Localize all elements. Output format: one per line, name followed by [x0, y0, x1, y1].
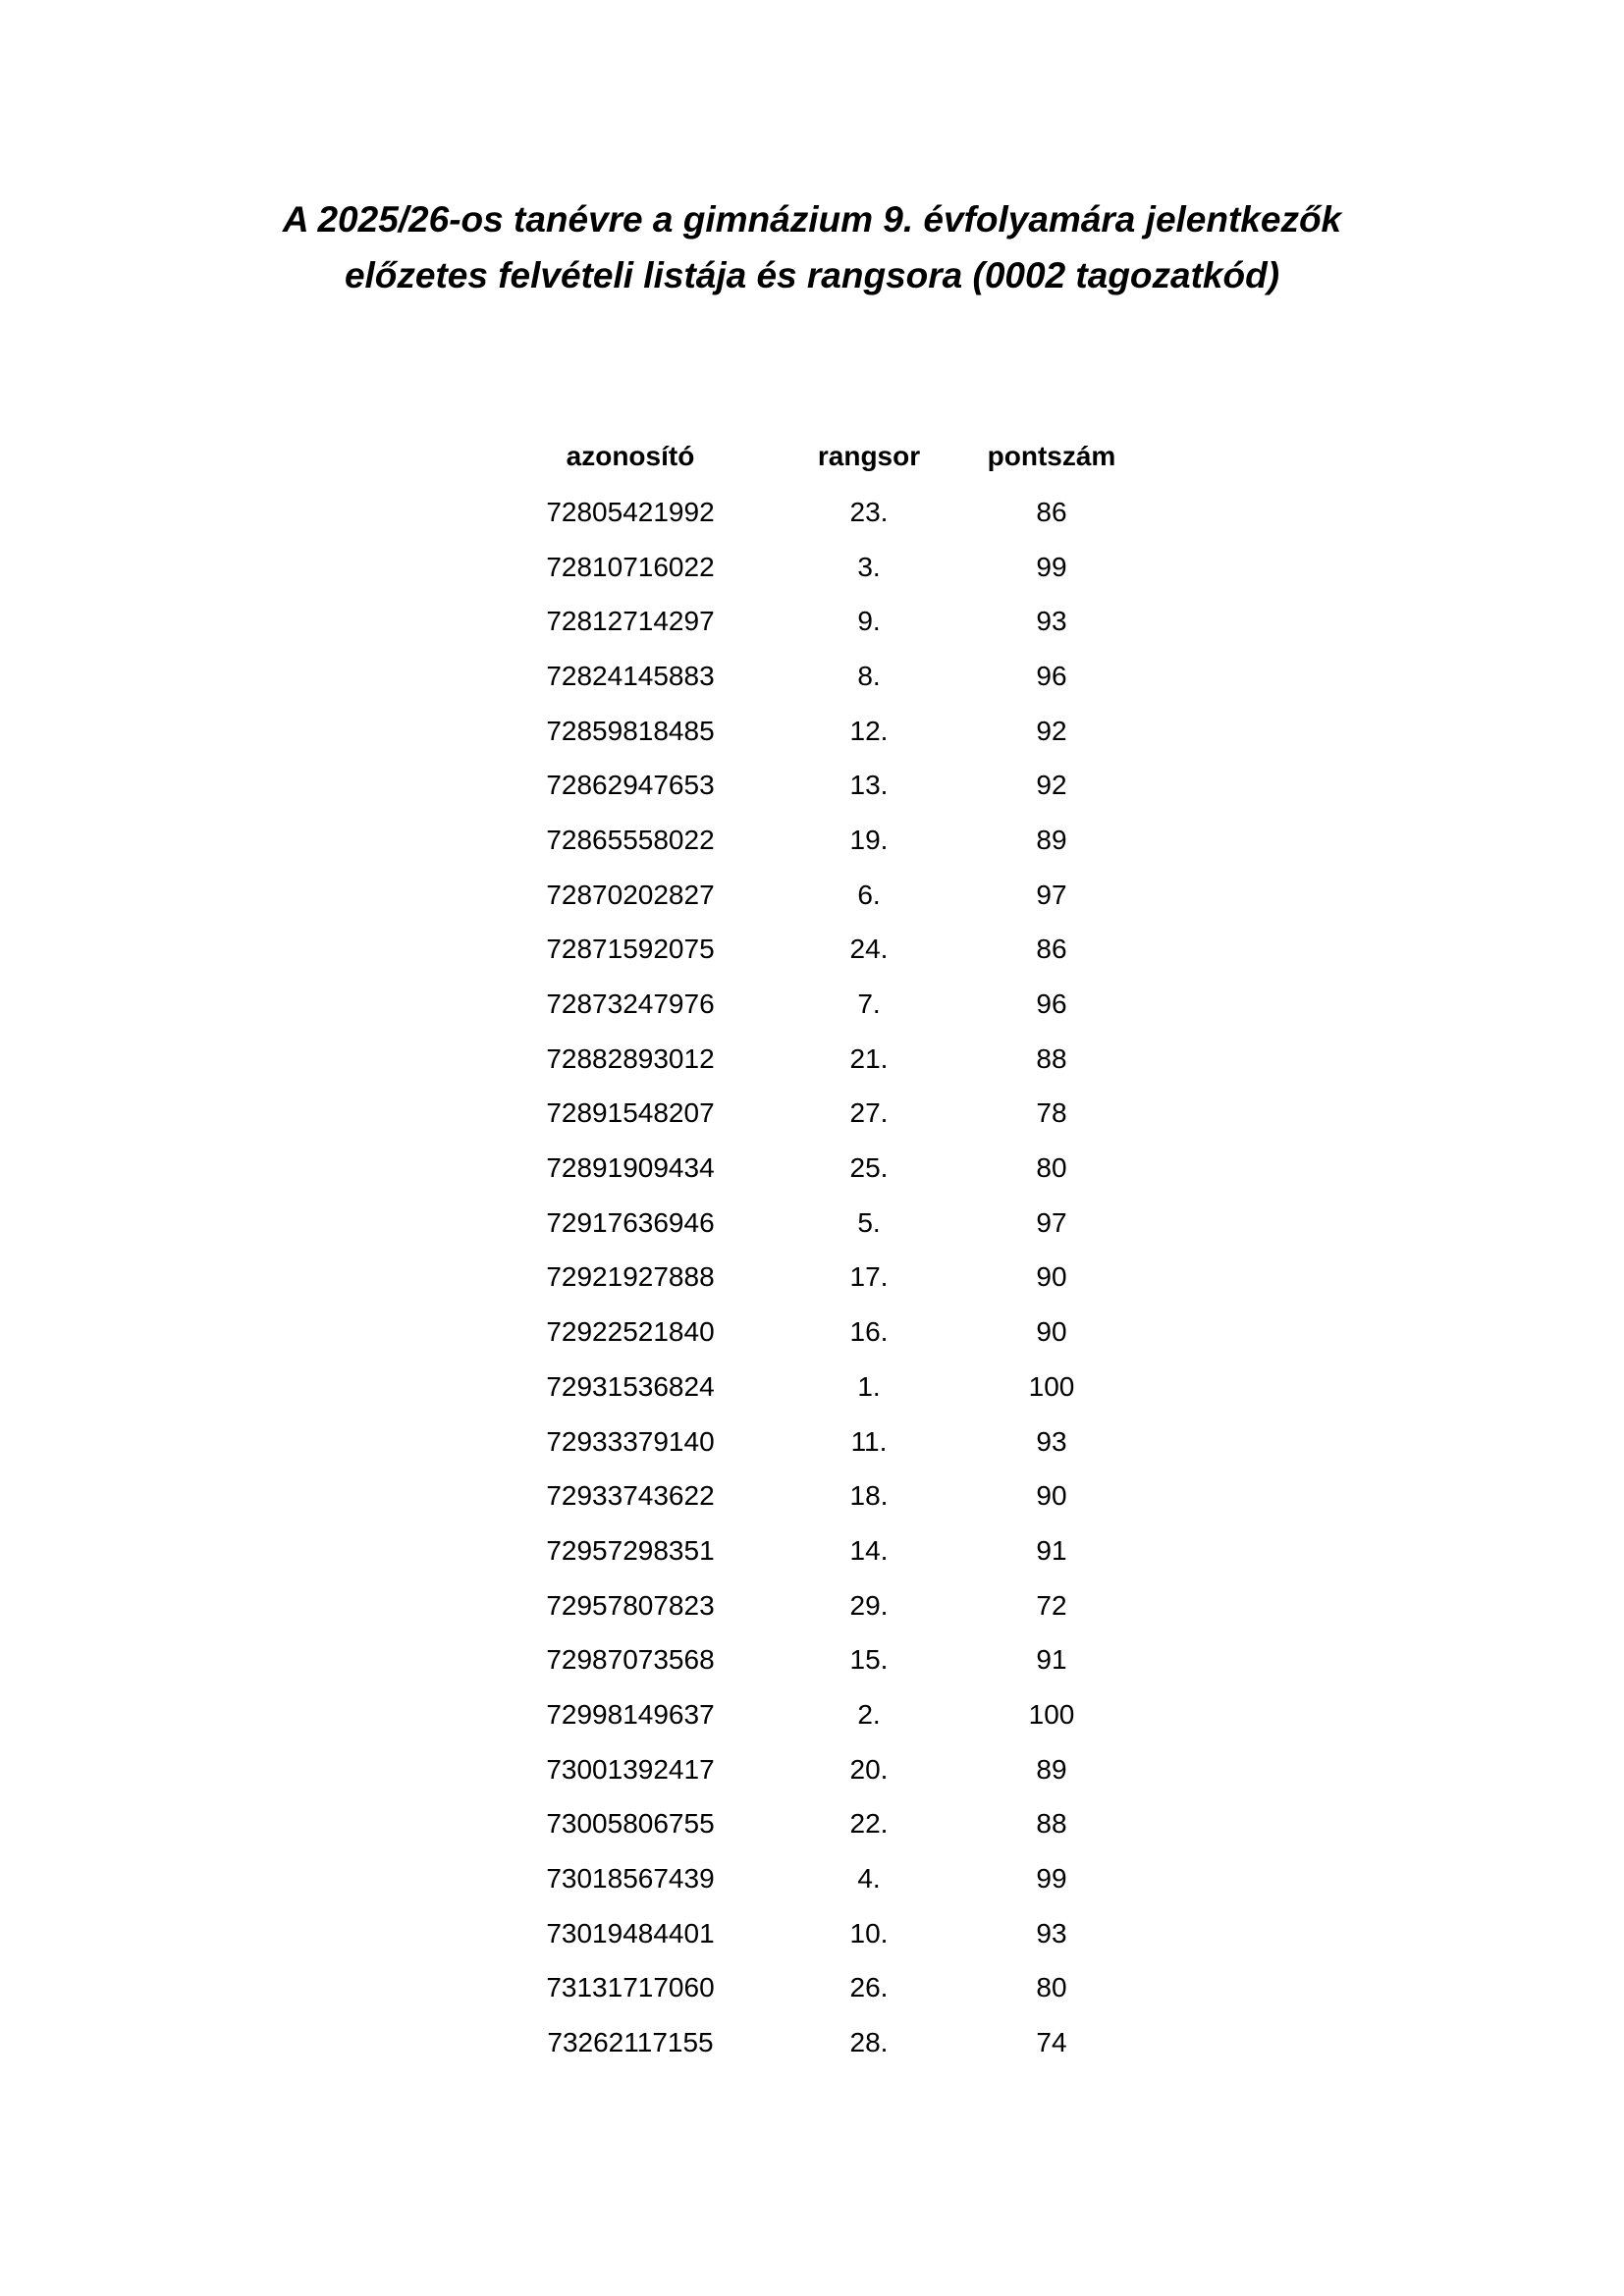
table-row — [471, 1087, 1155, 1142]
table-row — [471, 649, 1155, 704]
id-cell: 72862947653 — [546, 770, 715, 801]
table-row — [471, 1468, 1155, 1523]
table-row — [471, 1742, 1155, 1797]
table-row — [471, 1251, 1155, 1306]
score-cell: 97 — [1036, 1206, 1067, 1238]
id-cell: 72810716022 — [546, 551, 715, 582]
id-cell: 73131717060 — [546, 1972, 715, 2003]
rank-cell: 5. — [857, 1206, 881, 1238]
score-cell: 88 — [1036, 1808, 1067, 1840]
rank-cell: 24. — [849, 934, 889, 965]
score-cell: 88 — [1036, 1042, 1067, 1074]
rank-cell: 12. — [849, 715, 889, 746]
score-cell: 89 — [1036, 824, 1067, 855]
score-cell: 93 — [1036, 1917, 1067, 1949]
id-cell: 73262117155 — [547, 2027, 714, 2058]
table-row — [471, 1415, 1155, 1469]
rank-cell: 16. — [849, 1316, 889, 1348]
column-header-pontszam: pontszám — [987, 441, 1116, 471]
table-row — [471, 813, 1155, 868]
table-row — [471, 1906, 1155, 1961]
rank-cell: 3. — [857, 551, 881, 582]
rank-cell: 9. — [857, 606, 881, 637]
id-cell: 72933379140 — [546, 1425, 715, 1457]
id-cell: 73019484401 — [546, 1917, 715, 1949]
id-cell: 72917636946 — [546, 1206, 715, 1238]
rank-cell: 20. — [849, 1753, 889, 1785]
rank-cell: 1. — [857, 1370, 881, 1402]
table-row — [471, 704, 1155, 759]
rank-cell: 26. — [849, 1972, 889, 2003]
table-row — [471, 977, 1155, 1032]
id-cell: 73001392417 — [546, 1753, 715, 1785]
score-cell: 72 — [1036, 1589, 1067, 1621]
rank-cell: 15. — [849, 1644, 889, 1676]
score-cell: 93 — [1036, 606, 1067, 637]
id-cell: 72998149637 — [546, 1698, 715, 1730]
table-row — [471, 1141, 1155, 1196]
rank-cell: 29. — [849, 1589, 889, 1621]
score-cell: 92 — [1036, 770, 1067, 801]
score-cell: 93 — [1036, 1425, 1067, 1457]
score-cell: 74 — [1036, 2027, 1067, 2058]
table-row — [471, 1687, 1155, 1742]
score-cell: 91 — [1036, 1534, 1067, 1566]
score-cell: 78 — [1036, 1097, 1067, 1129]
rank-cell: 17. — [849, 1261, 889, 1293]
id-cell: 72933743622 — [546, 1480, 715, 1512]
score-cell: 100 — [1028, 1698, 1075, 1730]
rank-cell: 22. — [849, 1808, 889, 1840]
score-cell: 90 — [1036, 1261, 1067, 1293]
id-cell: 72957298351 — [546, 1534, 715, 1566]
table-row — [471, 923, 1155, 978]
table-row — [471, 1632, 1155, 1687]
table-row — [471, 868, 1155, 923]
table-row — [471, 485, 1155, 540]
table-row — [471, 540, 1155, 595]
id-cell: 72870202827 — [546, 879, 715, 910]
page-title — [0, 191, 1624, 303]
id-cell: 72824145883 — [546, 660, 715, 691]
id-cell: 72805421992 — [546, 496, 715, 527]
id-cell: 72882893012 — [546, 1042, 715, 1074]
rank-cell: 19. — [849, 824, 889, 855]
rank-cell: 11. — [850, 1425, 888, 1457]
table-row — [471, 1797, 1155, 1852]
id-cell: 72859818485 — [546, 715, 715, 746]
score-cell: 80 — [1036, 1152, 1067, 1184]
score-cell: 96 — [1036, 988, 1067, 1020]
id-cell: 73005806755 — [546, 1808, 715, 1840]
score-cell: 96 — [1036, 660, 1067, 691]
rank-cell: 10. — [849, 1917, 889, 1949]
rank-cell: 14. — [849, 1534, 889, 1566]
admission-ranking-table — [471, 428, 1155, 2070]
score-cell: 90 — [1036, 1316, 1067, 1348]
table-row — [471, 1360, 1155, 1415]
score-cell: 100 — [1028, 1370, 1075, 1402]
table-row — [471, 2015, 1155, 2070]
table-row — [471, 1578, 1155, 1633]
rank-cell: 8. — [857, 660, 881, 691]
rank-cell: 21. — [849, 1042, 889, 1074]
id-cell: 72922521840 — [546, 1316, 715, 1348]
table-row — [471, 1961, 1155, 2016]
id-cell: 72865558022 — [546, 824, 715, 855]
rank-cell: 23. — [849, 496, 889, 527]
table-row — [471, 1196, 1155, 1251]
score-cell: 99 — [1036, 1863, 1067, 1895]
score-cell: 89 — [1036, 1753, 1067, 1785]
table-row — [471, 758, 1155, 813]
rank-cell: 25. — [849, 1152, 889, 1184]
id-cell: 72957807823 — [546, 1589, 715, 1621]
rank-cell: 7. — [857, 988, 881, 1020]
table-row — [471, 1523, 1155, 1578]
score-cell: 86 — [1036, 934, 1067, 965]
table-row — [471, 594, 1155, 649]
id-cell: 72891909434 — [546, 1152, 715, 1184]
rank-cell: 13. — [849, 770, 889, 801]
table-row — [471, 1851, 1155, 1906]
id-cell: 72931536824 — [546, 1370, 715, 1402]
rank-cell: 2. — [857, 1698, 881, 1730]
id-cell: 72873247976 — [546, 988, 715, 1020]
score-cell: 99 — [1036, 551, 1067, 582]
score-cell: 86 — [1036, 496, 1067, 527]
score-cell: 80 — [1036, 1972, 1067, 2003]
page-title-line-1: A 2025/26-os tanévre a gimnázium 9. évfolyamára jelentkezők — [282, 199, 1342, 240]
score-cell: 97 — [1036, 879, 1067, 910]
score-cell: 90 — [1036, 1480, 1067, 1512]
id-cell: 72987073568 — [546, 1644, 715, 1676]
rank-cell: 4. — [857, 1863, 881, 1895]
id-cell: 73018567439 — [546, 1863, 715, 1895]
column-header-azonosito: azonosító — [566, 441, 695, 471]
rank-cell: 18. — [849, 1480, 889, 1512]
page-title-line-2: előzetes felvételi listája és rangsora (0002 tagozatkód) — [344, 255, 1280, 295]
rank-cell: 6. — [857, 879, 881, 910]
rank-cell: 27. — [849, 1097, 889, 1129]
table-row — [471, 1305, 1155, 1360]
id-cell: 72921927888 — [546, 1261, 715, 1293]
id-cell: 72871592075 — [546, 934, 715, 965]
id-cell: 72812714297 — [546, 606, 715, 637]
table-header-row — [471, 428, 1155, 485]
rank-cell: 28. — [849, 2027, 889, 2058]
column-header-rangsor: rangsor — [817, 441, 921, 471]
table-row — [471, 1032, 1155, 1087]
score-cell: 91 — [1036, 1644, 1067, 1676]
id-cell: 72891548207 — [546, 1097, 715, 1129]
score-cell: 92 — [1036, 715, 1067, 746]
